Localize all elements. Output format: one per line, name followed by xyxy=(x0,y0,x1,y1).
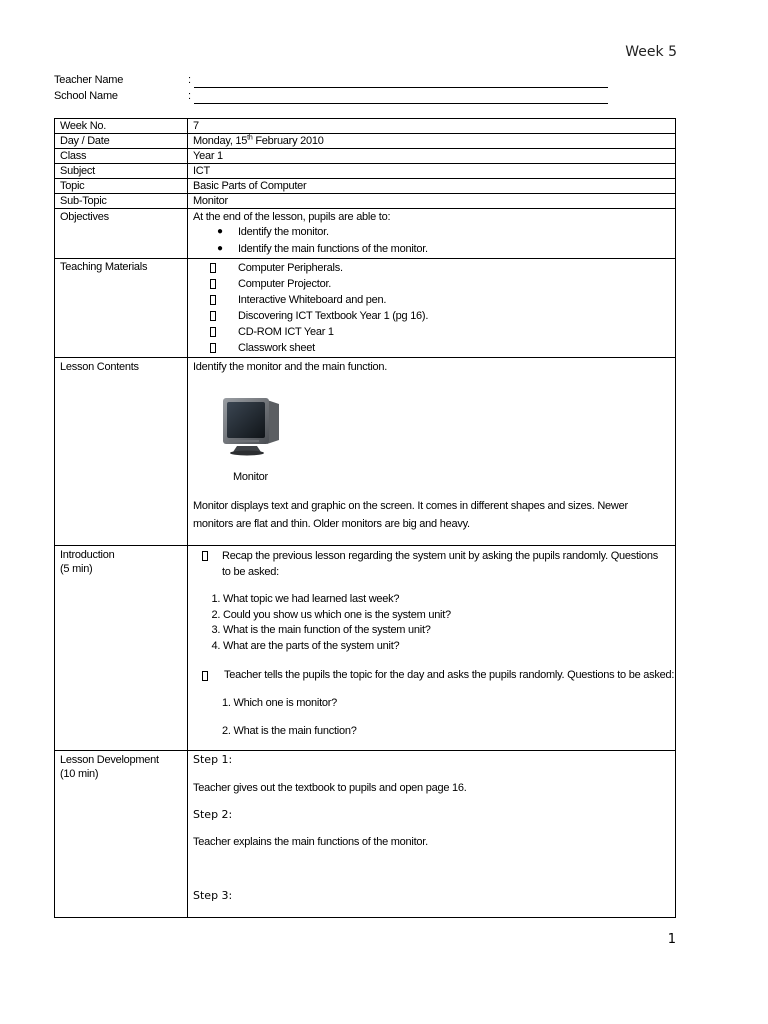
missing-glyph-icon xyxy=(210,311,216,321)
sub-topic-label: Sub-Topic xyxy=(55,194,188,209)
objectives-cell xyxy=(188,209,676,259)
list-item: CD-ROM ICT Year 1 xyxy=(193,324,675,340)
teaching-materials-cell xyxy=(188,259,676,358)
row-introduction xyxy=(55,546,676,751)
missing-glyph-icon xyxy=(210,327,216,337)
missing-glyph-icon xyxy=(202,551,208,561)
list-item: 4. What are the parts of the system unit? xyxy=(223,639,675,655)
list-item: ● Identify the main functions of the monitor. xyxy=(193,241,675,258)
bullet-icon: ● xyxy=(217,242,223,254)
row-class xyxy=(55,149,676,164)
row-sub-topic xyxy=(55,194,676,209)
recap-questions xyxy=(193,592,675,654)
list-item: ● Identify the monitor. xyxy=(193,224,675,241)
list-item: Interactive Whiteboard and pen. xyxy=(193,292,675,308)
objectives-list xyxy=(193,224,675,257)
teacher-name-label: Teacher Name xyxy=(54,74,124,86)
topic-value: Basic Parts of Computer xyxy=(188,179,676,194)
row-lesson-contents xyxy=(55,358,676,546)
lesson-contents-intro: Identify the monitor and the main function. xyxy=(193,361,388,373)
missing-glyph-icon xyxy=(210,295,216,305)
list-item: Computer Projector. xyxy=(193,276,675,292)
school-name-label: School Name xyxy=(54,90,118,102)
bullet-icon: ● xyxy=(217,226,223,237)
recap-item: Recap the previous lesson regarding the system unit by asking the pupils randomly. Questions to be asked: xyxy=(193,548,675,580)
missing-glyph-icon xyxy=(210,343,216,353)
row-teaching-materials xyxy=(55,259,676,358)
step-3-heading: Step 3: xyxy=(193,889,233,902)
teacher-name-row: Teacher Name : xyxy=(54,74,614,88)
school-name-field[interactable] xyxy=(194,90,608,104)
step-2-heading: Step 2: xyxy=(193,808,233,821)
teacher-name-field[interactable] xyxy=(194,74,608,88)
introduction-duration: (5 min) xyxy=(60,563,93,575)
lesson-contents-label: Lesson Contents xyxy=(55,358,188,546)
lesson-contents-cell xyxy=(188,358,676,546)
missing-glyph-icon xyxy=(210,263,216,273)
school-name-row: School Name : xyxy=(54,90,614,104)
introduction-cell xyxy=(188,546,676,751)
row-objectives xyxy=(55,209,676,259)
sub-topic-value: Monitor xyxy=(188,194,676,209)
list-item: 2. What is the main function? xyxy=(222,725,357,737)
missing-glyph-icon xyxy=(210,279,216,289)
list-item: 1. What topic we had learned last week? xyxy=(223,592,675,608)
lesson-development-cell xyxy=(188,751,676,918)
teaching-materials-label: Teaching Materials xyxy=(55,259,188,358)
subject-label: Subject xyxy=(55,164,188,179)
subject-value: ICT xyxy=(188,164,676,179)
page-number: 1 xyxy=(667,932,676,947)
row-subject xyxy=(55,164,676,179)
monitor-caption: Monitor xyxy=(233,471,268,483)
step-2-text: Teacher explains the main functions of the monitor. xyxy=(193,836,428,848)
lesson-plan-table xyxy=(54,118,676,918)
list-item: Computer Peripherals. xyxy=(193,260,675,276)
list-item: Classwork sheet xyxy=(193,340,675,356)
teacher-item: Teacher tells the pupils the topic for the day and asks the pupils randomly. Questions to be asked: xyxy=(193,668,675,682)
list-item: 1. Which one is monitor? xyxy=(222,697,338,709)
day-date-value: Monday, 15th February 2010 xyxy=(188,134,676,149)
missing-glyph-icon xyxy=(202,671,208,681)
row-day-date xyxy=(55,134,676,149)
objectives-intro: At the end of the lesson, pupils are able to: xyxy=(193,211,391,223)
week-no-value: 7 xyxy=(188,119,676,134)
lesson-development-label: Lesson Development (10 min) xyxy=(55,751,188,918)
objectives-label: Objectives xyxy=(55,209,188,259)
list-item: 3. What is the main function of the system unit? xyxy=(223,623,675,639)
row-topic xyxy=(55,179,676,194)
row-week-no xyxy=(55,119,676,134)
list-item: 2. Could you show us which one is the system unit? xyxy=(223,608,675,624)
step-1-text: Teacher gives out the textbook to pupils and open page 16. xyxy=(193,782,467,794)
week-header: Week 5 xyxy=(625,44,677,60)
day-date-label: Day / Date xyxy=(55,134,188,149)
lesson-development-duration: (10 min) xyxy=(60,768,99,780)
week-no-label: Week No. xyxy=(55,119,188,134)
class-value: Year 1 xyxy=(188,149,676,164)
row-lesson-development xyxy=(55,751,676,918)
topic-label: Topic xyxy=(55,179,188,194)
materials-list xyxy=(193,260,675,356)
class-label: Class xyxy=(55,149,188,164)
introduction-label: Introduction (5 min) xyxy=(55,546,188,751)
step-1-heading: Step 1: xyxy=(193,753,233,766)
crt-monitor-icon xyxy=(221,394,283,456)
list-item: Discovering ICT Textbook Year 1 (pg 16). xyxy=(193,308,675,324)
monitor-description: Monitor displays text and graphic on the screen. It comes in different shapes and sizes. Newer monitors are flat and thin. Older monitors are big and heavy. xyxy=(193,500,628,530)
